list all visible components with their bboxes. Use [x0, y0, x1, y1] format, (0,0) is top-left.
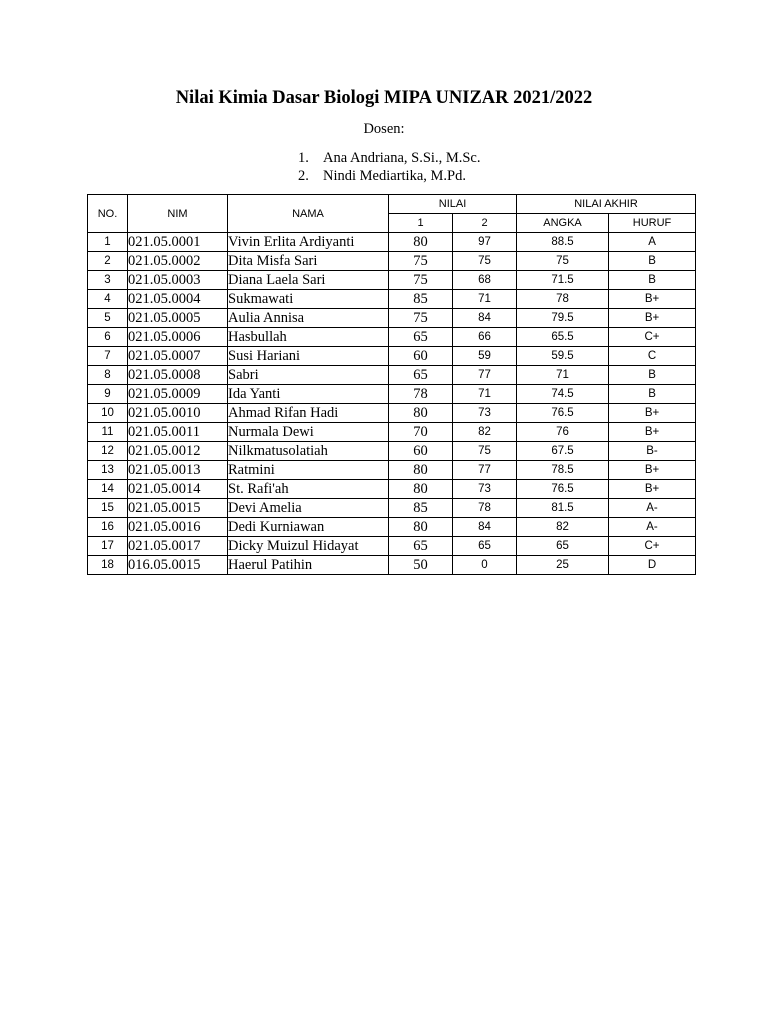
- cell-nim: 021.05.0006: [128, 328, 228, 347]
- cell-no: 5: [88, 309, 128, 328]
- cell-nama: Devi Amelia: [228, 499, 389, 518]
- cell-nim: 021.05.0013: [128, 461, 228, 480]
- cell-nilai-1: 65: [389, 366, 453, 385]
- table-row: [88, 518, 696, 537]
- dosen-number: 2.: [298, 168, 309, 184]
- cell-nama: St. Rafi'ah: [228, 480, 389, 499]
- cell-nim: 021.05.0001: [128, 233, 228, 252]
- cell-nim: 021.05.0015: [128, 499, 228, 518]
- cell-nilai-1: 75: [389, 252, 453, 271]
- cell-nilai-1: 70: [389, 423, 453, 442]
- cell-nama: Dedi Kurniawan: [228, 518, 389, 537]
- cell-nilai-1: 80: [389, 404, 453, 423]
- cell-no: 16: [88, 518, 128, 537]
- cell-angka: 67.5: [517, 442, 609, 461]
- cell-nim: 021.05.0012: [128, 442, 228, 461]
- cell-nilai-1: 75: [389, 309, 453, 328]
- cell-huruf: B: [609, 366, 696, 385]
- cell-nama: Sukmawati: [228, 290, 389, 309]
- cell-nama: Hasbullah: [228, 328, 389, 347]
- table-row: [88, 252, 696, 271]
- cell-huruf: C+: [609, 537, 696, 556]
- cell-nama: Vivin Erlita Ardiyanti: [228, 233, 389, 252]
- cell-huruf: B-: [609, 442, 696, 461]
- cell-huruf: C: [609, 347, 696, 366]
- cell-angka: 75: [517, 252, 609, 271]
- cell-huruf: B: [609, 385, 696, 404]
- grades-table-body: [88, 233, 696, 575]
- cell-huruf: A-: [609, 518, 696, 537]
- cell-nama: Sabri: [228, 366, 389, 385]
- dosen-number: 1.: [298, 150, 309, 166]
- cell-nilai-1: 80: [389, 518, 453, 537]
- cell-no: 4: [88, 290, 128, 309]
- cell-huruf: C+: [609, 328, 696, 347]
- cell-no: 15: [88, 499, 128, 518]
- cell-nim: 021.05.0002: [128, 252, 228, 271]
- table-row: [88, 480, 696, 499]
- header-nilai-2: 2: [453, 214, 517, 233]
- cell-nilai-2: 75: [453, 252, 517, 271]
- cell-huruf: B+: [609, 404, 696, 423]
- table-row: [88, 366, 696, 385]
- cell-no: 1: [88, 233, 128, 252]
- cell-angka: 78.5: [517, 461, 609, 480]
- table-row: [88, 385, 696, 404]
- cell-nama: Diana Laela Sari: [228, 271, 389, 290]
- cell-nama: Aulia Annisa: [228, 309, 389, 328]
- cell-nilai-1: 75: [389, 271, 453, 290]
- cell-angka: 81.5: [517, 499, 609, 518]
- cell-nilai-2: 73: [453, 404, 517, 423]
- cell-nilai-1: 80: [389, 233, 453, 252]
- cell-angka: 76.5: [517, 480, 609, 499]
- dosen-list: [298, 149, 480, 185]
- cell-angka: 78: [517, 290, 609, 309]
- cell-angka: 71: [517, 366, 609, 385]
- cell-nama: Ida Yanti: [228, 385, 389, 404]
- cell-angka: 88.5: [517, 233, 609, 252]
- cell-nim: 021.05.0010: [128, 404, 228, 423]
- table-row: [88, 423, 696, 442]
- cell-no: 17: [88, 537, 128, 556]
- cell-nama: Ratmini: [228, 461, 389, 480]
- grades-table: [87, 194, 696, 575]
- header-angka: ANGKA: [517, 214, 609, 233]
- cell-no: 14: [88, 480, 128, 499]
- cell-no: 2: [88, 252, 128, 271]
- cell-no: 7: [88, 347, 128, 366]
- cell-nilai-2: 71: [453, 290, 517, 309]
- cell-nim: 021.05.0011: [128, 423, 228, 442]
- cell-nim: 021.05.0007: [128, 347, 228, 366]
- cell-nilai-2: 68: [453, 271, 517, 290]
- cell-no: 10: [88, 404, 128, 423]
- cell-no: 12: [88, 442, 128, 461]
- cell-nim: 021.05.0005: [128, 309, 228, 328]
- cell-nilai-2: 77: [453, 366, 517, 385]
- dosen-item: [298, 149, 480, 167]
- cell-nim: 021.05.0016: [128, 518, 228, 537]
- table-row: [88, 537, 696, 556]
- cell-nilai-2: 84: [453, 309, 517, 328]
- dosen-name: Nindi Mediartika, M.Pd.: [323, 168, 466, 184]
- cell-nilai-1: 60: [389, 442, 453, 461]
- cell-nilai-1: 85: [389, 499, 453, 518]
- cell-nilai-2: 84: [453, 518, 517, 537]
- cell-nilai-2: 66: [453, 328, 517, 347]
- cell-nilai-2: 97: [453, 233, 517, 252]
- cell-no: 11: [88, 423, 128, 442]
- cell-nama: Nurmala Dewi: [228, 423, 389, 442]
- table-row: [88, 556, 696, 575]
- cell-no: 18: [88, 556, 128, 575]
- table-row: [88, 347, 696, 366]
- cell-huruf: B+: [609, 461, 696, 480]
- cell-nilai-1: 50: [389, 556, 453, 575]
- cell-nim: 021.05.0008: [128, 366, 228, 385]
- cell-nim: 021.05.0017: [128, 537, 228, 556]
- cell-nilai-2: 59: [453, 347, 517, 366]
- cell-huruf: B+: [609, 309, 696, 328]
- cell-nilai-2: 82: [453, 423, 517, 442]
- cell-nilai-2: 71: [453, 385, 517, 404]
- cell-huruf: B+: [609, 480, 696, 499]
- cell-nim: 021.05.0003: [128, 271, 228, 290]
- cell-angka: 82: [517, 518, 609, 537]
- cell-nama: Nilkmatusolatiah: [228, 442, 389, 461]
- header-nilai: NILAI: [389, 195, 517, 214]
- cell-nama: Dita Misfa Sari: [228, 252, 389, 271]
- cell-huruf: B+: [609, 290, 696, 309]
- cell-nilai-1: 78: [389, 385, 453, 404]
- cell-nilai-2: 73: [453, 480, 517, 499]
- cell-huruf: B: [609, 271, 696, 290]
- cell-no: 9: [88, 385, 128, 404]
- cell-nilai-2: 65: [453, 537, 517, 556]
- cell-huruf: A: [609, 233, 696, 252]
- dosen-label: Dosen:: [363, 121, 405, 137]
- dosen-name: Ana Andriana, S.Si., M.Sc.: [323, 150, 481, 166]
- cell-huruf: B: [609, 252, 696, 271]
- cell-nim: 021.05.0014: [128, 480, 228, 499]
- cell-no: 3: [88, 271, 128, 290]
- cell-nim: 016.05.0015: [128, 556, 228, 575]
- table-row: [88, 328, 696, 347]
- cell-nim: 021.05.0004: [128, 290, 228, 309]
- cell-huruf: B+: [609, 423, 696, 442]
- table-row: [88, 309, 696, 328]
- cell-angka: 65.5: [517, 328, 609, 347]
- cell-no: 8: [88, 366, 128, 385]
- header-nim: NIM: [128, 195, 228, 233]
- cell-angka: 59.5: [517, 347, 609, 366]
- cell-angka: 76: [517, 423, 609, 442]
- cell-angka: 74.5: [517, 385, 609, 404]
- table-row: [88, 442, 696, 461]
- header-nama: NAMA: [228, 195, 389, 233]
- table-row: [88, 233, 696, 252]
- table-row: [88, 290, 696, 309]
- header-no: NO.: [88, 195, 128, 233]
- cell-angka: 79.5: [517, 309, 609, 328]
- cell-nilai-2: 78: [453, 499, 517, 518]
- cell-nilai-1: 65: [389, 328, 453, 347]
- table-row: [88, 461, 696, 480]
- dosen-item: [298, 167, 480, 185]
- cell-nilai-1: 60: [389, 347, 453, 366]
- cell-nama: Ahmad Rifan Hadi: [228, 404, 389, 423]
- cell-nama: Susi Hariani: [228, 347, 389, 366]
- cell-nilai-1: 80: [389, 480, 453, 499]
- cell-nama: Haerul Patihin: [228, 556, 389, 575]
- cell-nilai-2: 77: [453, 461, 517, 480]
- cell-nilai-1: 80: [389, 461, 453, 480]
- table-row: [88, 271, 696, 290]
- cell-huruf: A-: [609, 499, 696, 518]
- page-title: Nilai Kimia Dasar Biologi MIPA UNIZAR 2021/2022: [175, 88, 593, 108]
- cell-nilai-1: 65: [389, 537, 453, 556]
- cell-huruf: D: [609, 556, 696, 575]
- header-nilai-1: 1: [389, 214, 453, 233]
- cell-angka: 76.5: [517, 404, 609, 423]
- cell-no: 6: [88, 328, 128, 347]
- cell-angka: 25: [517, 556, 609, 575]
- table-row: [88, 404, 696, 423]
- cell-angka: 71.5: [517, 271, 609, 290]
- header-huruf: HURUF: [609, 214, 696, 233]
- cell-nilai-2: 0: [453, 556, 517, 575]
- table-row: [88, 499, 696, 518]
- cell-nilai-2: 75: [453, 442, 517, 461]
- cell-nim: 021.05.0009: [128, 385, 228, 404]
- cell-no: 13: [88, 461, 128, 480]
- cell-angka: 65: [517, 537, 609, 556]
- cell-nama: Dicky Muizul Hidayat: [228, 537, 389, 556]
- cell-nilai-1: 85: [389, 290, 453, 309]
- header-nilai-akhir: NILAI AKHIR: [517, 195, 696, 214]
